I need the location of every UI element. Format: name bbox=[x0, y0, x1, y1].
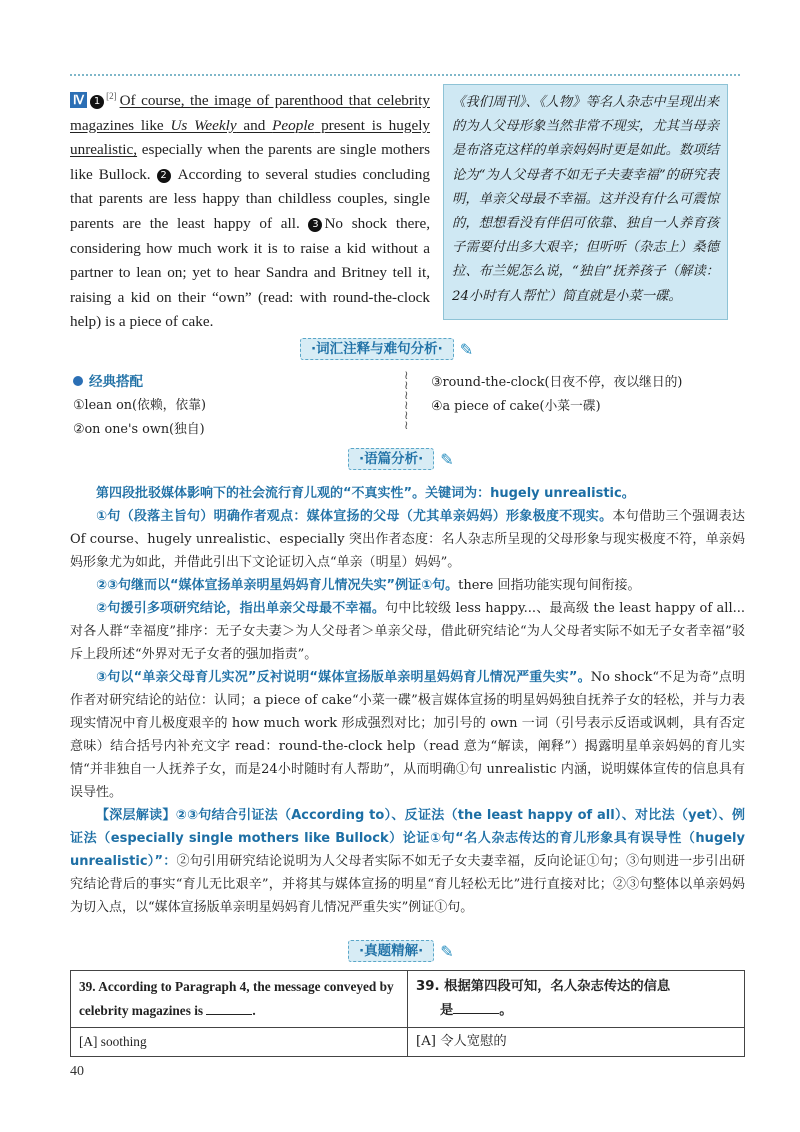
sentence-1-rest: especially when the parents are single mothers like Bullock. bbox=[70, 141, 430, 183]
pen-icon: ✎ bbox=[459, 339, 474, 359]
question-table bbox=[70, 970, 745, 1057]
sentence-2-marker: 2 bbox=[157, 169, 171, 183]
section-title: ·真题精解· bbox=[348, 940, 434, 962]
section-header-vocab bbox=[300, 338, 473, 360]
vocab-item: ①lean on(依赖，依靠) bbox=[73, 398, 206, 413]
answer-blank bbox=[206, 1014, 252, 1015]
sentence-2: According to several studies concluding that parents are less happy than childless couples, single parents are the least happy of all. bbox=[70, 165, 430, 233]
vocab-item: ④a piece of cake(小菜一碟) bbox=[431, 399, 601, 414]
analysis-summary: 第四段批驳媒体影响下的社会流行育儿观的“不真实性”。关键词为：hugely unrealistic。 bbox=[96, 486, 635, 501]
vocab-item: ②on one's own(独自) bbox=[73, 422, 205, 437]
question-cn: 39. 根据第四段可知，名人杂志传达的信息 是 。 bbox=[408, 971, 745, 1028]
pen-icon: ✎ bbox=[440, 941, 454, 961]
option-a-cn: [A] 令人宽慰的 bbox=[408, 1028, 745, 1057]
vocab-item: ③round-the-clock(日夜不停，夜以继日的) bbox=[431, 375, 683, 390]
table-row bbox=[71, 971, 745, 1028]
sentence-1-key: Of course, the image of parenthood that celebrity magazines like Us Weekly and People present is hugely unrealistic, bbox=[70, 92, 431, 159]
squiggle-divider: ≀ ≀ ≀ ≀ ≀ ≀ bbox=[404, 368, 409, 432]
section-header-analysis bbox=[348, 448, 454, 470]
answer-blank bbox=[453, 1013, 499, 1014]
translation-box: 《我们周刊》、《人物》等名人杂志中呈现出来的为人父母形象当然非常不现实，尤其当母亲是布洛克这样的单亲妈妈时更是如此。数项结论为“为人父母者不如无子夫妻幸福”的研究表明，单亲父母最不幸福。这并没有什么可震惊的，想想看没有伴侣可依靠、独自一人养育孩子需要付出多大艰辛；但听听（杂志上）桑德拉、布兰妮怎么说，“独自”抚养孩子（解读：24小时有人帮忙）简直就是小菜一碟。 bbox=[443, 84, 728, 320]
sentence-3: No shock there, considering how much work it is to raise a kid without a partner to lean on; yet to hear Sandra and Britney tell it, raising a kid on their “own” (read: with round-the-clock help) is a piece of cake. bbox=[70, 215, 430, 331]
vocab-title: 经典搭配 bbox=[73, 370, 143, 390]
bullet-icon bbox=[73, 376, 83, 386]
top-dotted-divider bbox=[70, 74, 740, 76]
option-a-en: [A] soothing bbox=[71, 1028, 408, 1057]
section-header-exam bbox=[348, 940, 454, 962]
question-en: 39. According to Paragraph 4, the message conveyed by celebrity magazines is . bbox=[71, 971, 408, 1028]
pen-icon: ✎ bbox=[440, 449, 454, 469]
page-number: 40 bbox=[70, 1064, 84, 1079]
footnote-ref: [2] bbox=[106, 91, 117, 101]
section-title: ·语篇分析· bbox=[348, 448, 434, 470]
paragraph-iv bbox=[70, 84, 430, 335]
table-row bbox=[71, 1028, 745, 1057]
section-title: ·词汇注释与难句分析· bbox=[300, 338, 454, 360]
sentence-3-marker: 3 bbox=[308, 218, 322, 232]
sentence-1-marker: 1 bbox=[90, 95, 104, 109]
paragraph-badge: Ⅳ bbox=[70, 92, 87, 108]
analysis-body: 第四段批驳媒体影响下的社会流行育儿观的“不真实性”。关键词为：hugely unrealistic。 ①句（段落主旨句）明确作者观点：媒体宣扬的父母（尤其单亲妈妈）形象极度不现实。本句借助三个强调表达 Of course、hugely unrealistic、especially 突出作者态度：名人杂志所呈现的父母形象与现实极度不符，单亲妈妈形象尤为如此，并借此引出下文论证切入点“单亲（明星）妈妈”。 ②③句继而以“媒体宣扬单亲明星妈妈育儿情况失实”例证①句。there 回指功能实现句间衔接。 ②句援引多项研究结论，指出单亲父母最不幸福。句中比较级 less happy...、最高级 the least happy of all...对各人群“幸福度”排序：无子女夫妻＞为人父母者＞单亲父母，借此研究结论“为人父母者实际不如无子女者幸福”驳斥上段所述“外界对无子女者的强加指责”。 ③句以“单亲父母育儿实况”反衬说明“媒体宣扬版单亲明星妈妈育儿情况严重失实”。No shock“不足为奇”点明作者对研究结论的站位：认同；a piece of cake“小菜一碟”极言媒体宣扬的明星妈妈独自抚养子女的轻松，并与力表现实情况中育儿极度艰辛的 how much work 形成强烈对比；加引号的 own 一词（引号表示反语或讽刺，具有否定意味）结合括号内补充文字 read：round-the-clock help（read 意为“解读，阐释”）揭露明星单亲妈妈的育儿实情“并非独自一人抚养子女，而是24小时随时有人帮助”，从而明确①句 unrealistic 内涵，说明媒体宣传的信息具有误导性。 【深层解读】②③句结合引证法（According to）、反证法（the least happy of all）、对比法（yet）、例证法（especially single mothers like Bullock）论证①句“名人杂志传达的育儿形象具有误导性（hugely unrealistic）”：②句引用研究结论说明为人父母者实际不如无子女夫妻幸福，反向论证①句；③句则进一步引出研究结论背后的事实“育儿无比艰辛”，并将其与媒体宣扬的明星“育儿轻松无比”进行直接对比；②③句整体以单亲妈妈为切入点，以“媒体宣扬版单亲明星妈妈育儿情况严重失实”例证①句。 bbox=[70, 486, 745, 915]
